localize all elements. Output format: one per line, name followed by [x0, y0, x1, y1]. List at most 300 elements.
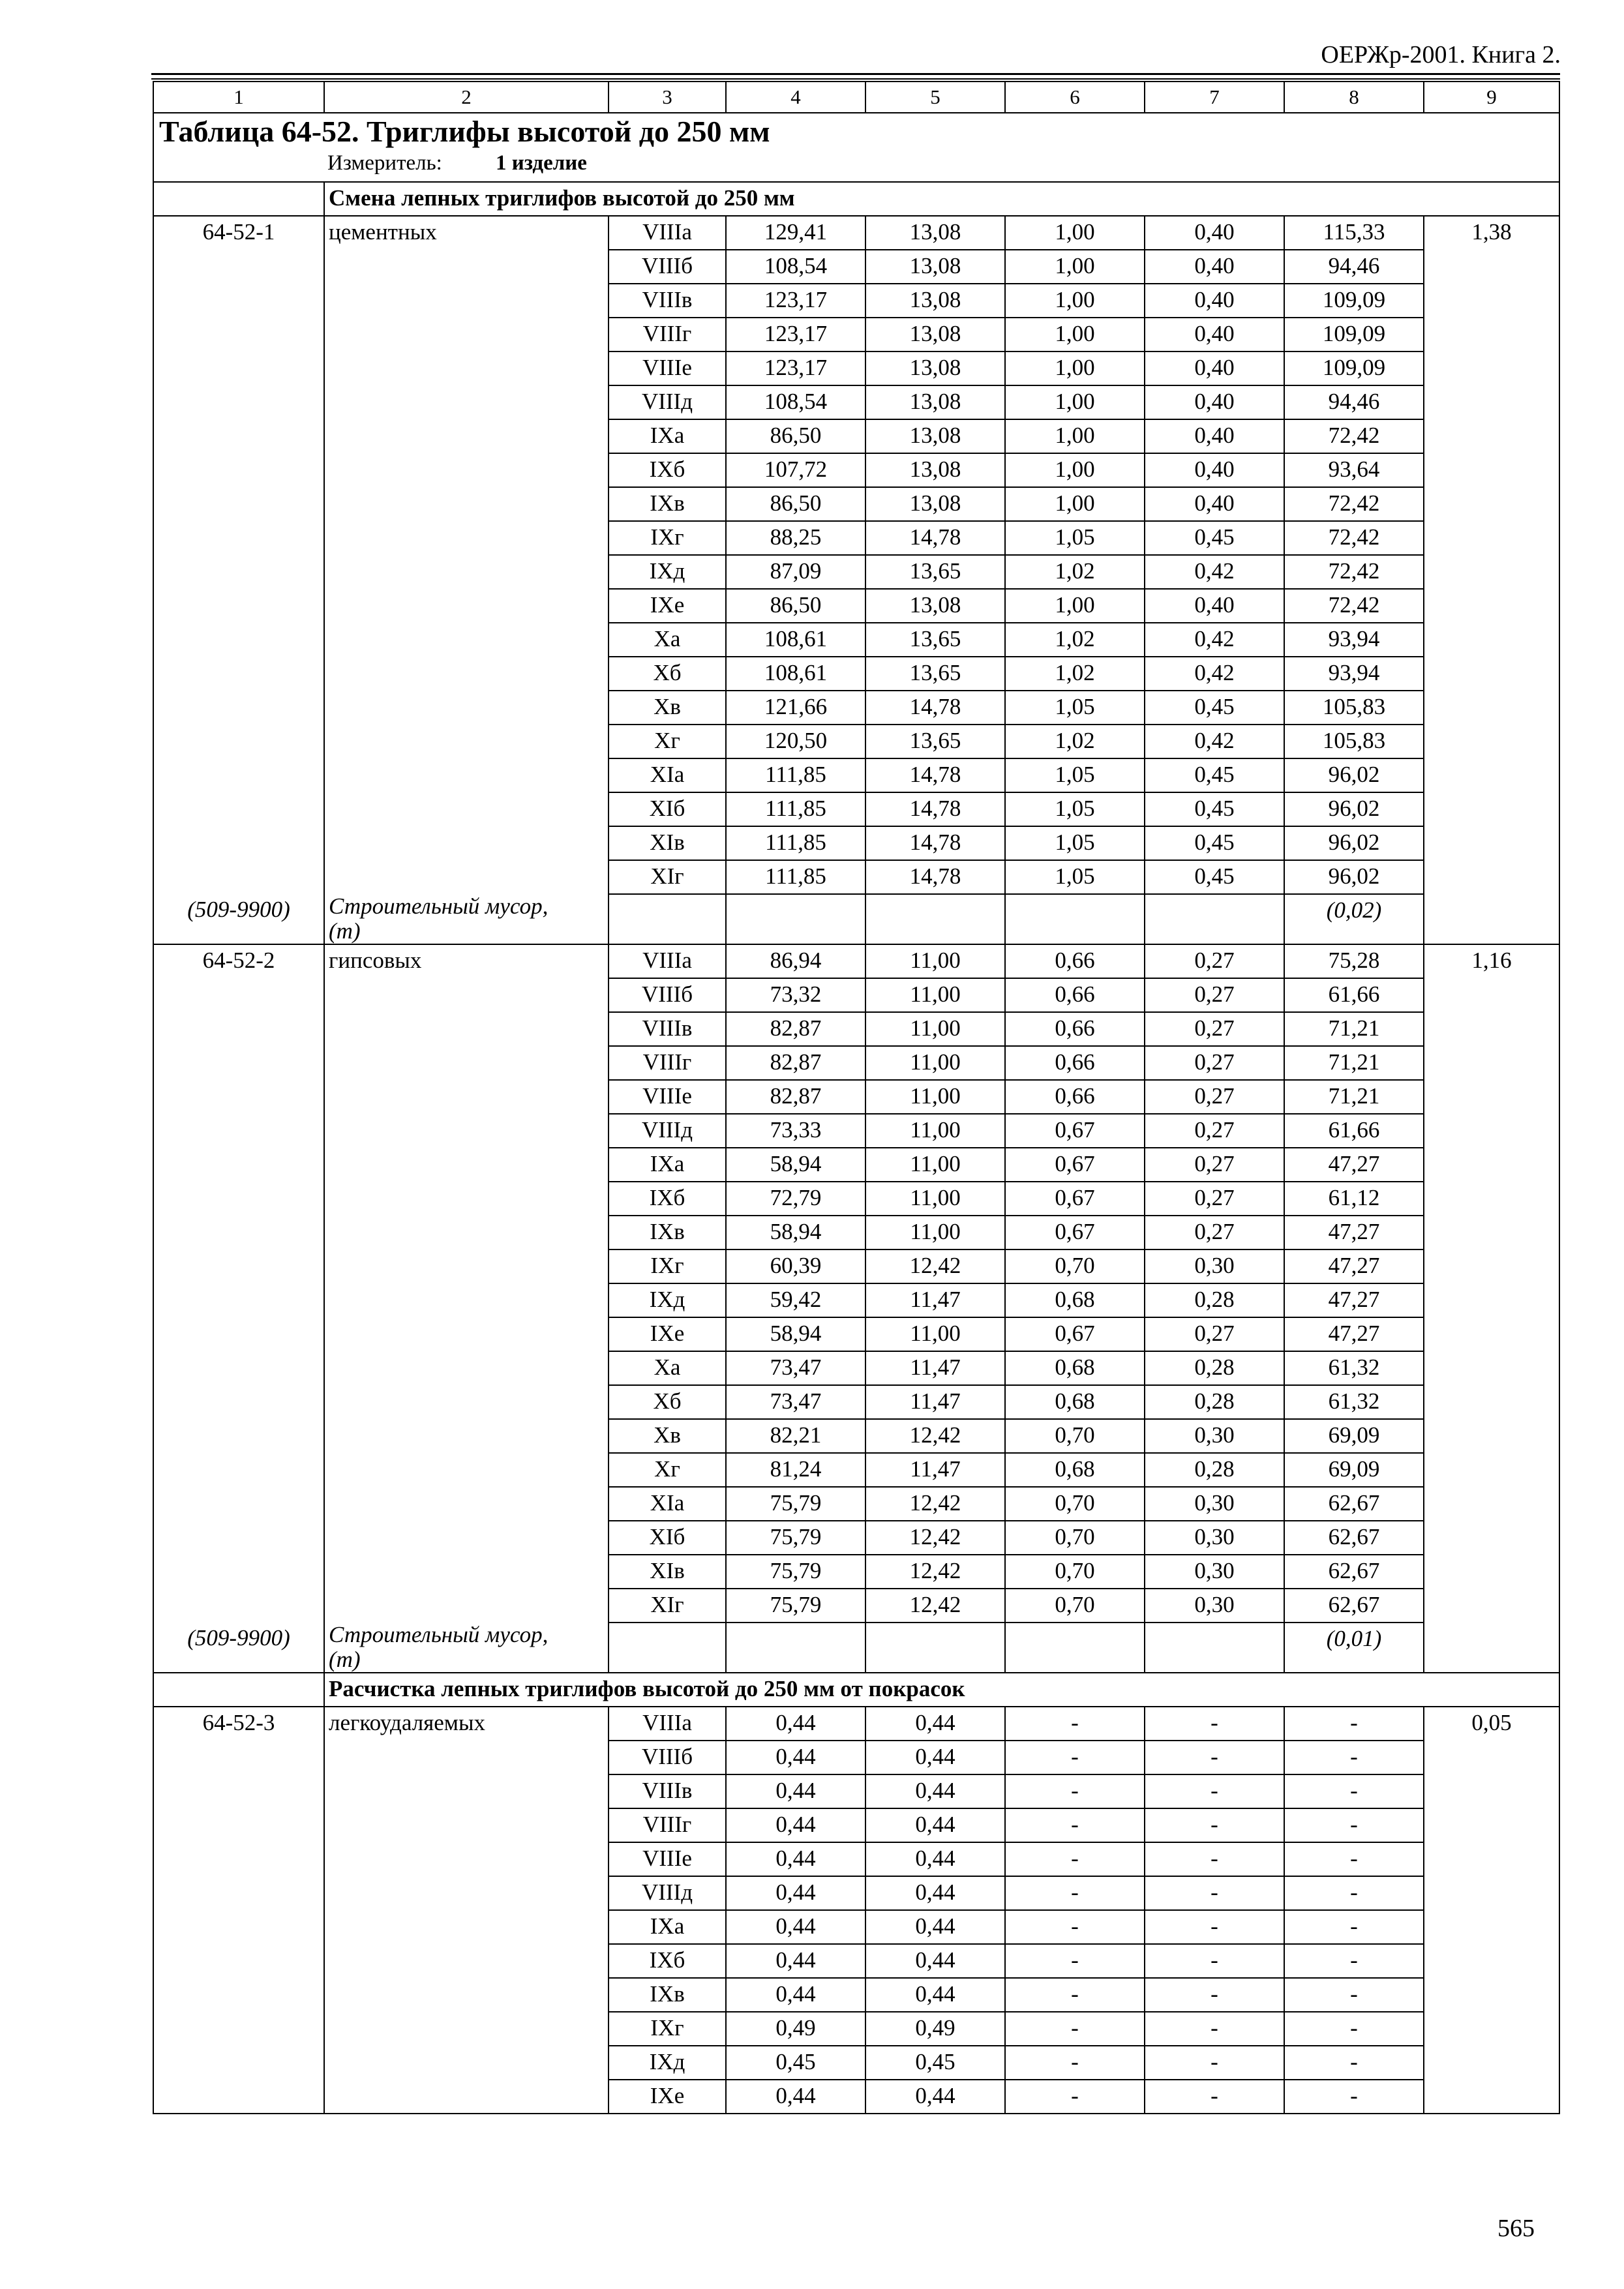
value-cell: 13,08 — [865, 284, 1005, 318]
zone-cell: Xв — [609, 1419, 726, 1453]
column-number: 1 — [153, 82, 324, 113]
value-cell: 1,02 — [1005, 725, 1145, 758]
empty-cell — [153, 860, 324, 894]
value-cell: 14,78 — [865, 758, 1005, 792]
material-row — [153, 894, 1559, 944]
empty-cell — [1424, 419, 1559, 453]
value-cell: 93,94 — [1284, 657, 1424, 691]
value-cell: 0,42 — [1145, 623, 1284, 657]
value-cell: 111,85 — [726, 826, 865, 860]
zone-cell: VIIIе — [609, 352, 726, 385]
section-title: Расчистка лепных триглифов высотой до 250 мм от покрасок — [324, 1673, 1559, 1707]
value-cell: 69,09 — [1284, 1453, 1424, 1487]
value-cell: 0,40 — [1145, 453, 1284, 487]
empty-cell — [153, 318, 324, 352]
zone-cell: IXг — [609, 1249, 726, 1283]
meter-line — [154, 150, 1559, 179]
value-cell: 1,05 — [1005, 792, 1145, 826]
value-cell: 93,94 — [1284, 623, 1424, 657]
value-cell: 12,42 — [865, 1589, 1005, 1623]
value-cell: - — [1005, 2012, 1145, 2046]
table-row — [153, 250, 1559, 284]
table-row — [153, 1046, 1559, 1080]
value-cell: 1,00 — [1005, 250, 1145, 284]
empty-cell — [153, 521, 324, 555]
empty-cell — [153, 284, 324, 318]
value-cell: 13,08 — [865, 419, 1005, 453]
table-row — [153, 589, 1559, 623]
value-cell: 1,00 — [1005, 352, 1145, 385]
zone-cell: VIIIв — [609, 1774, 726, 1808]
table-row — [153, 1317, 1559, 1351]
material-quantity: (0,02) — [1284, 894, 1424, 944]
empty-cell — [1424, 1419, 1559, 1453]
column-number-row — [153, 82, 1559, 113]
value-cell: 58,94 — [726, 1216, 865, 1249]
empty-cell — [1424, 453, 1559, 487]
value-cell: 13,08 — [865, 453, 1005, 487]
empty-cell — [324, 792, 609, 826]
value-cell: - — [1284, 1774, 1424, 1808]
table-row — [153, 1555, 1559, 1589]
value-cell: 0,67 — [1005, 1216, 1145, 1249]
value-cell: 13,65 — [865, 555, 1005, 589]
value-cell: - — [1005, 1978, 1145, 2012]
empty-cell — [153, 385, 324, 419]
table-row — [153, 453, 1559, 487]
column-number: 2 — [324, 82, 609, 113]
zone-cell: VIIIб — [609, 250, 726, 284]
value-cell: 86,50 — [726, 419, 865, 453]
table-row — [153, 318, 1559, 352]
value-cell: - — [1005, 1944, 1145, 1978]
table-row — [153, 1910, 1559, 1944]
value-cell: 11,00 — [865, 978, 1005, 1012]
empty-cell — [153, 589, 324, 623]
zone-cell: IXд — [609, 1283, 726, 1317]
material-name-cell — [324, 1623, 609, 1673]
value-cell: 0,27 — [1145, 1080, 1284, 1114]
empty-cell — [324, 1876, 609, 1910]
value-cell: 1,02 — [1005, 623, 1145, 657]
value-cell: 72,79 — [726, 1182, 865, 1216]
value-cell: 0,27 — [1145, 1182, 1284, 1216]
value-cell: 109,09 — [1284, 318, 1424, 352]
empty-cell — [324, 555, 609, 589]
value-cell: - — [1284, 1910, 1424, 1944]
value-cell: 0,28 — [1145, 1385, 1284, 1419]
value-cell: - — [1145, 1707, 1284, 1741]
value-cell: 11,00 — [865, 1317, 1005, 1351]
value-cell: 0,44 — [726, 1876, 865, 1910]
empty-cell — [1424, 555, 1559, 589]
value-cell: 120,50 — [726, 725, 865, 758]
value-cell: 11,47 — [865, 1385, 1005, 1419]
value-cell: 12,42 — [865, 1521, 1005, 1555]
empty-cell — [865, 1623, 1005, 1673]
value-cell: - — [1145, 2046, 1284, 2080]
empty-cell — [153, 453, 324, 487]
value-cell: 0,44 — [865, 1774, 1005, 1808]
empty-cell — [324, 1978, 609, 2012]
value-cell: 13,65 — [865, 657, 1005, 691]
empty-cell — [153, 1216, 324, 1249]
empty-cell — [153, 250, 324, 284]
value-cell: 96,02 — [1284, 860, 1424, 894]
empty-cell — [324, 1317, 609, 1351]
zone-cell: IXв — [609, 487, 726, 521]
value-cell: 75,79 — [726, 1487, 865, 1521]
empty-cell — [324, 1012, 609, 1046]
value-cell: 109,09 — [1284, 284, 1424, 318]
material-code: (509-9900) — [153, 894, 324, 944]
value-cell: 59,42 — [726, 1283, 865, 1317]
value-cell: 86,94 — [726, 944, 865, 978]
empty-cell — [153, 623, 324, 657]
empty-cell — [1424, 1910, 1559, 1944]
value-cell: - — [1284, 1978, 1424, 2012]
zone-cell: IXг — [609, 2012, 726, 2046]
table-row — [153, 978, 1559, 1012]
empty-cell — [324, 1249, 609, 1283]
value-cell: 0,40 — [1145, 352, 1284, 385]
zone-cell: XIа — [609, 1487, 726, 1521]
empty-cell — [1424, 487, 1559, 521]
rate-code: 64-52-2 — [153, 944, 324, 978]
empty-cell — [324, 657, 609, 691]
value-cell: 62,67 — [1284, 1555, 1424, 1589]
value-cell: - — [1005, 1808, 1145, 1842]
empty-cell — [1424, 1114, 1559, 1148]
value-cell: 72,42 — [1284, 521, 1424, 555]
zone-cell: XIб — [609, 1521, 726, 1555]
empty-cell — [153, 1419, 324, 1453]
zone-cell: IXв — [609, 1216, 726, 1249]
value-cell: 13,08 — [865, 487, 1005, 521]
value-cell: 0,27 — [1145, 1114, 1284, 1148]
value-cell: 0,28 — [1145, 1283, 1284, 1317]
zone-cell: IXе — [609, 1317, 726, 1351]
column-number: 5 — [865, 82, 1005, 113]
empty-cell — [153, 1453, 324, 1487]
value-cell: 13,08 — [865, 216, 1005, 250]
empty-cell — [324, 1521, 609, 1555]
value-cell: 108,54 — [726, 385, 865, 419]
table-row — [153, 1351, 1559, 1385]
empty-cell — [1424, 589, 1559, 623]
value-cell: 108,61 — [726, 657, 865, 691]
table-row — [153, 826, 1559, 860]
value-cell: 0,30 — [1145, 1589, 1284, 1623]
zone-cell: VIIIе — [609, 1080, 726, 1114]
table-row — [153, 284, 1559, 318]
value-cell: 0,66 — [1005, 1080, 1145, 1114]
empty-cell — [153, 1589, 324, 1623]
value-cell: 11,00 — [865, 1216, 1005, 1249]
value-cell: 108,61 — [726, 623, 865, 657]
zone-cell: VIIIг — [609, 318, 726, 352]
value-cell: 71,21 — [1284, 1046, 1424, 1080]
empty-cell — [153, 826, 324, 860]
material-unit: (т) — [329, 918, 361, 944]
empty-cell — [324, 1555, 609, 1589]
value-cell: 0,30 — [1145, 1521, 1284, 1555]
col9-value: 1,38 — [1424, 216, 1559, 250]
empty-cell — [153, 1978, 324, 2012]
value-cell: 0,27 — [1145, 978, 1284, 1012]
value-cell: 0,68 — [1005, 1385, 1145, 1419]
empty-cell — [324, 2080, 609, 2114]
col9-value: 0,05 — [1424, 1707, 1559, 1741]
empty-cell — [324, 978, 609, 1012]
value-cell: 75,79 — [726, 1521, 865, 1555]
material-name: Строительный мусор, — [329, 894, 549, 919]
empty-cell — [1424, 2046, 1559, 2080]
empty-cell — [1424, 623, 1559, 657]
empty-cell — [1424, 521, 1559, 555]
table-row — [153, 1182, 1559, 1216]
value-cell: 0,27 — [1145, 1216, 1284, 1249]
zone-cell: IXе — [609, 2080, 726, 2114]
value-cell: 87,09 — [726, 555, 865, 589]
value-cell: - — [1284, 2012, 1424, 2046]
empty-cell — [324, 1589, 609, 1623]
value-cell: 0,45 — [1145, 691, 1284, 725]
value-cell: - — [1284, 1842, 1424, 1876]
empty-cell — [324, 318, 609, 352]
empty-cell — [324, 623, 609, 657]
value-cell: - — [1284, 2080, 1424, 2114]
zone-cell: IXв — [609, 1978, 726, 2012]
empty-cell — [1424, 792, 1559, 826]
value-cell: 11,00 — [865, 1114, 1005, 1148]
value-cell: 0,44 — [865, 1707, 1005, 1741]
table-row — [153, 352, 1559, 385]
value-cell: 0,44 — [865, 1944, 1005, 1978]
zone-cell: VIIIд — [609, 1876, 726, 1910]
value-cell: 0,67 — [1005, 1317, 1145, 1351]
value-cell: 108,54 — [726, 250, 865, 284]
zone-cell: IXа — [609, 419, 726, 453]
zone-cell: Xа — [609, 623, 726, 657]
empty-cell — [324, 1283, 609, 1317]
value-cell: 0,68 — [1005, 1351, 1145, 1385]
zone-cell: XIв — [609, 1555, 726, 1589]
empty-cell — [1424, 1808, 1559, 1842]
empty-cell — [153, 657, 324, 691]
material-code: (509-9900) — [153, 1623, 324, 1673]
zone-cell: IXд — [609, 555, 726, 589]
value-cell: 47,27 — [1284, 1148, 1424, 1182]
table-row — [153, 1080, 1559, 1114]
table-row — [153, 657, 1559, 691]
empty-cell — [1424, 1046, 1559, 1080]
table-row — [153, 487, 1559, 521]
empty-cell — [1424, 352, 1559, 385]
empty-cell — [1424, 1182, 1559, 1216]
value-cell: 1,05 — [1005, 860, 1145, 894]
value-cell: 0,27 — [1145, 1148, 1284, 1182]
value-cell: 107,72 — [726, 453, 865, 487]
section-row — [153, 1673, 1559, 1707]
value-cell: 109,09 — [1284, 352, 1424, 385]
table-row — [153, 2012, 1559, 2046]
value-cell: 0,45 — [1145, 792, 1284, 826]
column-number: 4 — [726, 82, 865, 113]
empty-cell — [1424, 1944, 1559, 1978]
empty-cell — [153, 1910, 324, 1944]
value-cell: 72,42 — [1284, 555, 1424, 589]
empty-cell — [153, 725, 324, 758]
value-cell: 12,42 — [865, 1419, 1005, 1453]
value-cell: - — [1005, 1876, 1145, 1910]
value-cell: 111,85 — [726, 860, 865, 894]
empty-cell — [1424, 1589, 1559, 1623]
empty-cell — [1424, 2012, 1559, 2046]
value-cell: 13,08 — [865, 385, 1005, 419]
value-cell: 1,02 — [1005, 555, 1145, 589]
empty-cell — [324, 1487, 609, 1521]
zone-cell: XIб — [609, 792, 726, 826]
section-title: Смена лепных триглифов высотой до 250 мм — [324, 182, 1559, 216]
value-cell: 0,49 — [726, 2012, 865, 2046]
zone-cell: VIIIв — [609, 1012, 726, 1046]
zone-cell: VIIIв — [609, 284, 726, 318]
value-cell: 1,00 — [1005, 487, 1145, 521]
value-cell: 61,66 — [1284, 978, 1424, 1012]
value-cell: - — [1005, 1707, 1145, 1741]
value-cell: 13,65 — [865, 725, 1005, 758]
empty-cell — [153, 1148, 324, 1182]
value-cell: 1,00 — [1005, 318, 1145, 352]
value-cell: 13,08 — [865, 589, 1005, 623]
value-cell: 111,85 — [726, 792, 865, 826]
empty-cell — [324, 1774, 609, 1808]
empty-cell — [153, 1487, 324, 1521]
value-cell: 0,40 — [1145, 216, 1284, 250]
zone-cell: XIг — [609, 1589, 726, 1623]
value-cell: 12,42 — [865, 1555, 1005, 1589]
value-cell: 71,21 — [1284, 1080, 1424, 1114]
empty-cell — [324, 826, 609, 860]
value-cell: 0,30 — [1145, 1419, 1284, 1453]
empty-cell — [1424, 250, 1559, 284]
value-cell: 0,67 — [1005, 1114, 1145, 1148]
zone-cell: IXб — [609, 1944, 726, 1978]
value-cell: 12,42 — [865, 1249, 1005, 1283]
value-cell: 11,00 — [865, 1148, 1005, 1182]
value-cell: 96,02 — [1284, 758, 1424, 792]
empty-cell — [153, 555, 324, 589]
value-cell: 0,45 — [726, 2046, 865, 2080]
empty-cell — [153, 487, 324, 521]
zone-cell: Xа — [609, 1351, 726, 1385]
zone-cell: Xг — [609, 1453, 726, 1487]
value-cell: 0,42 — [1145, 657, 1284, 691]
empty-cell — [1424, 1876, 1559, 1910]
meter-value: 1 изделие — [496, 151, 587, 175]
zone-cell: IXб — [609, 1182, 726, 1216]
value-cell: 73,33 — [726, 1114, 865, 1148]
empty-cell — [153, 1876, 324, 1910]
empty-cell — [324, 691, 609, 725]
col9-value: 1,16 — [1424, 944, 1559, 978]
zone-cell: XIв — [609, 826, 726, 860]
empty-cell — [153, 1842, 324, 1876]
empty-cell — [1424, 385, 1559, 419]
empty-cell — [324, 284, 609, 318]
value-cell: 11,00 — [865, 1182, 1005, 1216]
value-cell: 94,46 — [1284, 385, 1424, 419]
value-cell: 11,47 — [865, 1283, 1005, 1317]
value-cell: 88,25 — [726, 521, 865, 555]
value-cell: - — [1005, 1910, 1145, 1944]
value-cell: 0,44 — [726, 2080, 865, 2114]
zone-cell: VIIIб — [609, 1741, 726, 1774]
value-cell: - — [1145, 1774, 1284, 1808]
value-cell: - — [1145, 1876, 1284, 1910]
value-cell: 111,85 — [726, 758, 865, 792]
value-cell: 14,78 — [865, 521, 1005, 555]
empty-cell — [324, 1944, 609, 1978]
empty-cell — [324, 487, 609, 521]
empty-cell — [1145, 894, 1284, 944]
material-unit: (т) — [329, 1647, 361, 1672]
empty-cell — [153, 1012, 324, 1046]
value-cell: 1,05 — [1005, 521, 1145, 555]
empty-cell — [324, 250, 609, 284]
document-header: ОЕРЖр-2001. Книга 2. — [1321, 41, 1561, 68]
value-cell: 0,67 — [1005, 1148, 1145, 1182]
value-cell: - — [1005, 1741, 1145, 1774]
empty-cell — [1424, 1283, 1559, 1317]
value-cell: 14,78 — [865, 691, 1005, 725]
empty-cell — [1424, 1080, 1559, 1114]
empty-cell — [1424, 1774, 1559, 1808]
value-cell: 0,45 — [1145, 826, 1284, 860]
value-cell: 62,67 — [1284, 1521, 1424, 1555]
empty-cell — [324, 1182, 609, 1216]
empty-cell — [153, 1317, 324, 1351]
empty-cell — [324, 758, 609, 792]
zone-cell: VIIIг — [609, 1808, 726, 1842]
empty-cell — [324, 725, 609, 758]
table-row — [153, 1774, 1559, 1808]
value-cell: 73,32 — [726, 978, 865, 1012]
empty-cell — [1424, 1148, 1559, 1182]
empty-cell — [324, 453, 609, 487]
empty-cell — [324, 1080, 609, 1114]
value-cell: 86,50 — [726, 487, 865, 521]
empty-cell — [324, 1808, 609, 1842]
zone-cell: IXа — [609, 1148, 726, 1182]
table-row — [153, 860, 1559, 894]
value-cell: 61,32 — [1284, 1385, 1424, 1419]
zone-cell: VIIIг — [609, 1046, 726, 1080]
empty-cell — [1424, 860, 1559, 894]
empty-cell — [324, 1419, 609, 1453]
table-row — [153, 1385, 1559, 1419]
value-cell: 86,50 — [726, 589, 865, 623]
value-cell: 0,30 — [1145, 1555, 1284, 1589]
rate-code: 64-52-1 — [153, 216, 324, 250]
section-spacer — [153, 182, 324, 216]
column-number: 3 — [609, 82, 726, 113]
empty-cell — [324, 1453, 609, 1487]
column-number: 8 — [1284, 82, 1424, 113]
value-cell: 11,00 — [865, 1046, 1005, 1080]
value-cell: 72,42 — [1284, 419, 1424, 453]
